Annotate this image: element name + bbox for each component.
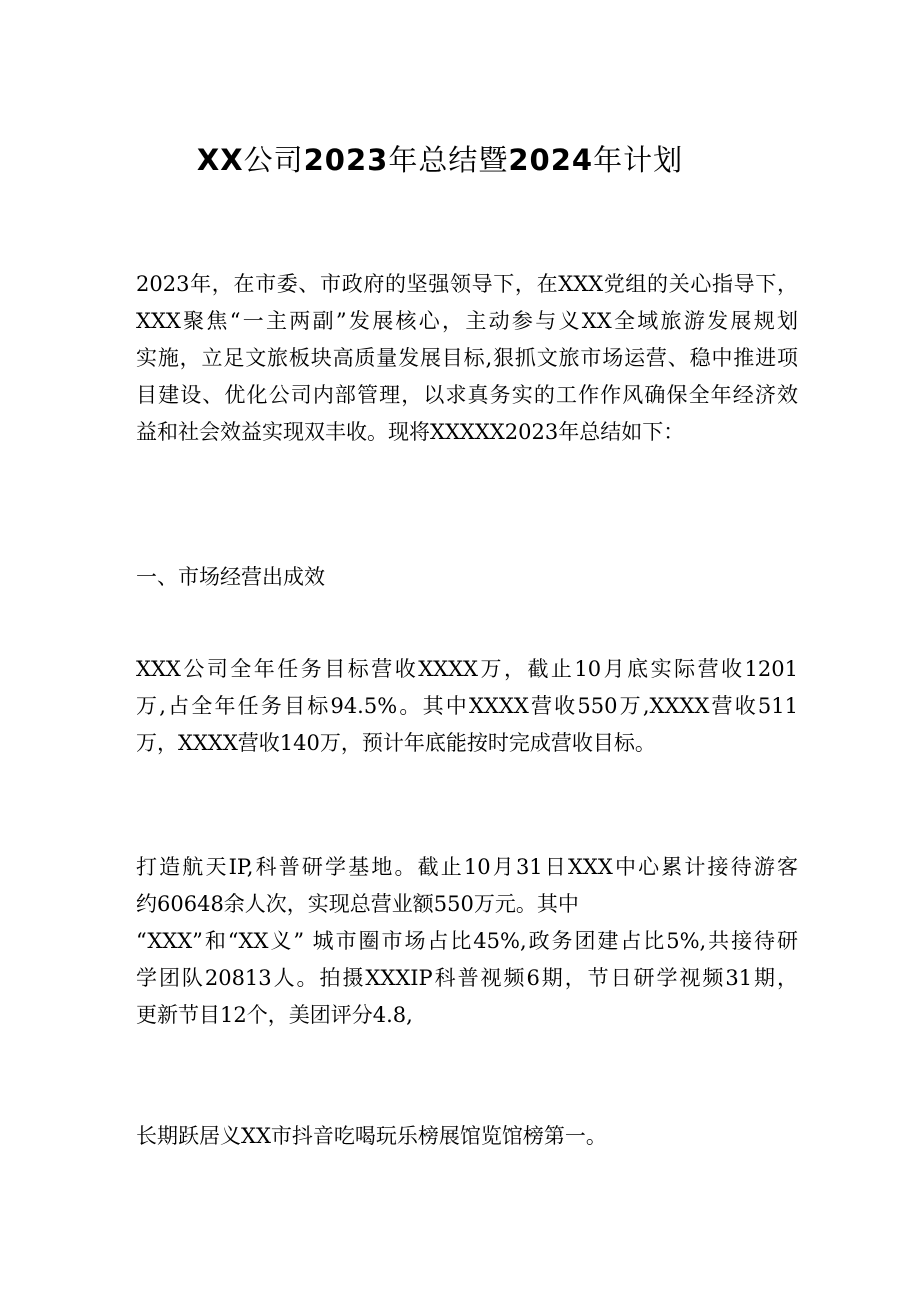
paragraph-line: 长期跃居义XX市抖音吃喝玩乐榜展馆览馆榜第一。: [136, 1124, 607, 1148]
paragraph-line: 更新节目12个，美团评分4.8,: [136, 1003, 413, 1027]
paragraph-line: 万,占全年任务目标94.5%。其中XXXX营收550万,XXXX营收511: [136, 694, 798, 718]
intro-paragraph: [136, 266, 798, 451]
paragraph-line: 万，XXXX营收140万，预计年底能按时完成营收目标。: [136, 731, 656, 755]
paragraph-line: 实施，立足文旅板块高质量发展目标,狠抓文旅市场运营、稳中推进项: [136, 346, 798, 370]
paragraph-line: 益和社会效益实现双丰收。现将XXXXX2023年总结如下：: [136, 420, 685, 444]
section-heading: [136, 559, 798, 596]
paragraph-line: XXX聚焦“一主两副”发展核心，主动参与义XX全域旅游发展规划: [136, 309, 798, 333]
paragraph-line: 目建设、优化公司内部管理，以求真务实的工作作风确保全年经济效: [136, 383, 798, 407]
section-heading-text: 一、市场经营出成效: [136, 565, 325, 589]
ip-paragraph: [136, 849, 798, 1034]
paragraph-line: 约60648余人次，实现总营业额550万元。其中: [136, 892, 579, 916]
paragraph-line: 学团队20813人。拍摄XXXIP科普视频6期，节日研学视频31期，: [136, 966, 798, 990]
paragraph-line: 打造航天IP,科普研学基地。截止10月31日XXX中心累计接待游客: [136, 855, 798, 879]
paragraph-line: XXX公司全年任务目标营收XXXX万，截止10月底实际营收1201: [136, 657, 798, 681]
paragraph-line: “XXX”和“XX义” 城市圈市场占比45%,政务团建占比5%,共接待研: [136, 929, 798, 953]
ranking-paragraph: [136, 1118, 798, 1155]
revenue-paragraph: [136, 651, 798, 762]
document-title: XX公司2023年总结暨2024年计划: [196, 143, 684, 177]
paragraph-line: 2023年，在市委、市政府的坚强领导下，在XXX党组的关心指导下，: [136, 272, 798, 296]
